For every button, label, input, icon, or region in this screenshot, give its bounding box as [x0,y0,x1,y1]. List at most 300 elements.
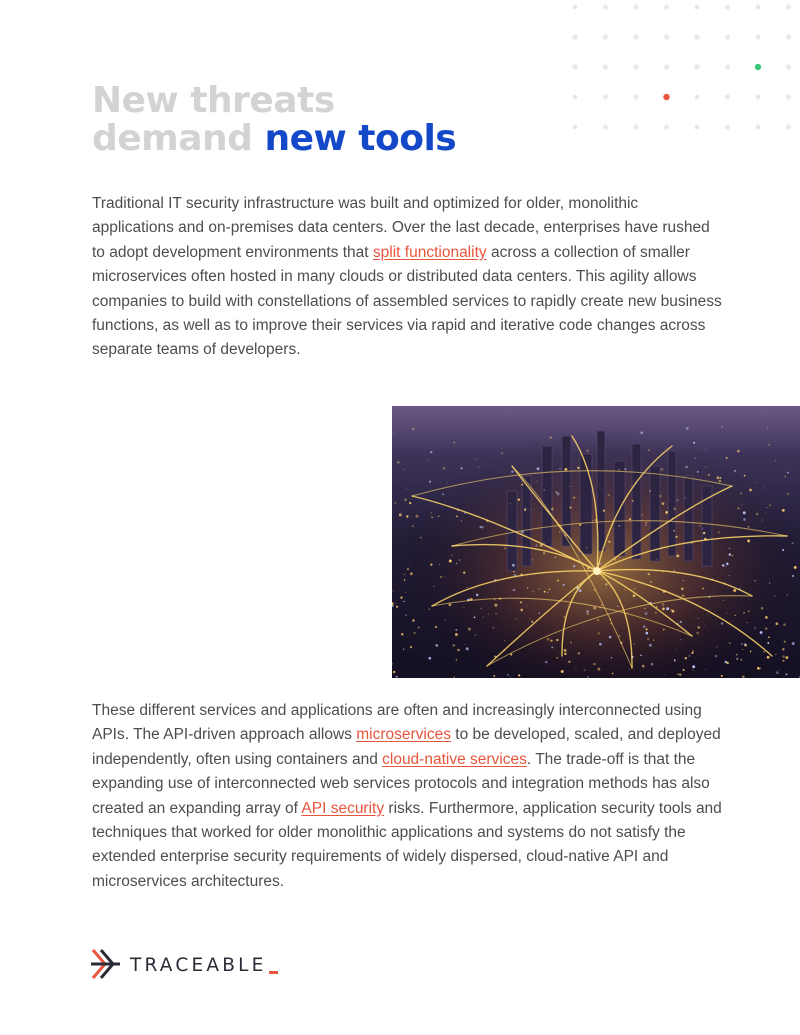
city-light [618,469,619,470]
city-light [765,627,768,630]
city-light [705,625,706,626]
grid-dot [572,124,577,129]
city-light [787,493,789,495]
city-light [574,592,575,593]
city-light [609,636,612,639]
city-light [698,618,699,619]
city-light [587,613,589,615]
city-light [671,609,672,610]
city-light [641,655,642,656]
city-light [403,649,404,650]
city-light [557,579,559,581]
city-light [584,669,586,671]
city-light [776,622,779,625]
city-light [586,547,588,549]
city-light [478,467,479,468]
city-light [445,619,446,620]
city-light [396,676,398,678]
city-light [459,559,461,561]
city-light [666,607,669,610]
city-light [725,661,728,664]
city-light [448,603,451,606]
city-light [428,657,431,660]
city-light [759,667,761,669]
city-light [645,632,648,635]
city-light [597,619,599,621]
city-light [676,554,679,557]
grid-dot [663,94,669,100]
city-light [555,491,557,493]
city-light [593,607,596,610]
city-light [721,675,723,677]
city-light [406,515,408,517]
grid-dot [786,4,791,9]
city-light [430,563,432,565]
city-light [556,657,558,659]
city-light [409,502,411,504]
city-light [691,652,693,654]
city-light [597,632,599,634]
city-light [405,592,406,593]
logo-wordmark: TRACEABLE [130,954,267,976]
city-light [412,619,415,622]
city-light [754,627,756,629]
tower [542,446,552,546]
city-light [501,452,503,454]
city-light [768,636,770,638]
tower [668,451,676,556]
city-light [543,552,546,555]
city-light [705,669,706,670]
city-light [549,579,550,580]
city-light [412,427,415,430]
city-light [404,469,405,470]
microservices-link[interactable]: microservices [356,726,451,744]
grid-dot [786,34,791,39]
city-light [688,544,689,545]
city-light [551,647,553,649]
city-light [539,613,540,614]
city-light [573,497,575,499]
city-light [393,671,395,673]
city-light [579,524,581,526]
city-light [456,516,458,518]
city-light [588,515,589,516]
city-light [586,610,589,613]
intro-paragraph [92,192,722,363]
city-light [655,612,657,614]
city-light [493,675,495,677]
city-light [767,642,769,644]
city-light [564,649,567,652]
city-light [488,614,489,615]
grid-dot [694,124,699,129]
city-light [428,460,429,461]
city-light [761,607,763,609]
city-light [774,596,775,597]
city-light [443,467,445,469]
city-light [521,484,523,486]
city-light [544,489,545,490]
city-light [762,520,763,521]
city-light [466,647,469,650]
city-light [767,428,769,430]
grid-dot [633,4,638,9]
city-light [597,668,600,671]
city-light [672,610,675,613]
grid-dot [633,64,638,69]
city-light [686,427,688,429]
city-light [605,584,606,585]
city-light [431,512,433,514]
city-light [736,658,738,660]
city-light [634,588,636,590]
city-light [629,669,630,670]
api-text-d: risks. Furthermore, application security tools and techniques that worked for older monolithic applications and systems do not satisfy the extended enterprise security requirements of widely dispersed, cloud-native API and microservices architectures. [92,799,722,890]
grid-dot [755,64,761,70]
city-light [564,653,566,655]
city-light [715,655,718,658]
city-light [455,629,457,631]
city-light [642,514,643,515]
city-light [433,586,434,587]
city-light [689,655,690,656]
city-light [404,579,406,581]
city-light [743,511,746,514]
city-light [429,481,431,483]
city-light [634,643,635,644]
tower [650,466,660,561]
city-light [747,622,748,623]
city-light [717,476,720,479]
city-light [747,539,750,542]
city-light [531,509,532,510]
city-light [397,461,399,463]
city-light [454,677,455,678]
grid-dot [725,4,730,9]
page-headline [92,82,456,158]
city-light [513,571,515,573]
city-light [510,677,511,678]
city-light [692,650,694,652]
dot-grid-group [572,4,791,129]
city-light [662,502,665,505]
grid-dot [572,4,577,9]
city-light [708,474,710,476]
city-light [737,450,740,453]
city-light [465,644,466,645]
city-light [736,654,738,656]
grid-dot [725,34,730,39]
city-light [782,655,785,658]
city-light [481,526,483,528]
grid-dot [603,34,608,39]
city-light [705,466,706,467]
city-light [648,449,649,450]
city-light [538,588,540,590]
city-light [550,437,552,439]
city-light [673,508,676,511]
city-light [474,617,476,619]
decorative-dot-grid [560,0,800,140]
grid-dot [664,34,669,39]
city-light [512,564,515,567]
city-light [483,616,484,617]
city-light [703,532,705,534]
network-hub [593,567,601,575]
city-light [564,616,566,618]
grid-dot [664,64,669,69]
api-security-link[interactable]: API security [301,799,385,817]
logo-underscore-mark [269,971,278,974]
grid-dot [664,124,669,129]
city-light [726,457,728,459]
city-light [649,490,651,492]
grid-dot [603,124,608,129]
city-light [559,532,560,533]
city-light [644,608,645,609]
city-light [452,644,455,647]
city-light [442,493,444,495]
city-network-illustration [392,406,800,678]
city-light [410,646,412,648]
city-light [537,467,540,470]
city-light [625,469,627,471]
city-light [674,660,676,662]
cloud-native-services-link[interactable]: cloud-native services [382,750,527,768]
city-light [742,675,744,677]
city-light [732,621,733,622]
city-light [748,526,750,528]
city-light [564,468,567,471]
api-paragraph [92,699,722,894]
city-light [792,642,795,645]
city-light [535,544,537,546]
city-light [608,494,610,496]
city-light [568,661,570,663]
city-light [729,642,731,644]
city-light [782,549,784,551]
city-light [684,497,685,498]
city-light [722,564,725,567]
grid-dot [633,124,638,129]
city-light [744,643,746,645]
city-light [504,547,506,549]
city-light [768,444,770,446]
city-light [740,493,742,495]
city-light [643,625,646,628]
intro-text-a: Traditional IT security infrastructure was built and optimized for older, monolithic applications and on-premises data centers. Over the last decade, enterprises have rushed to adopt development environments that [92,195,710,261]
headline-line-2-accent: new tools [264,118,457,159]
city-light [707,614,708,615]
city-light [754,580,755,581]
city-light [617,606,619,608]
city-light [451,555,452,556]
city-light [729,553,731,555]
city-light [764,487,765,488]
city-light [698,626,700,628]
city-light [420,537,422,539]
city-light [696,632,699,635]
city-light [792,575,794,577]
city-light [765,616,768,619]
city-light [532,590,534,592]
grid-dot [694,4,699,9]
grid-dot [633,34,638,39]
city-light [734,614,736,616]
city-light [532,559,533,560]
city-light [664,674,665,675]
city-light [517,556,518,557]
city-light [544,591,546,593]
city-light [769,582,770,583]
city-light [639,559,640,560]
city-light [504,617,505,618]
city-light [475,635,476,636]
grid-dot [603,94,608,99]
tower [580,454,592,554]
city-light [629,518,631,520]
city-light [679,673,681,675]
city-light [463,607,464,608]
city-light [407,568,409,570]
city-light [418,627,420,629]
split-functionality-link[interactable]: split functionality [372,243,487,261]
grid-dot [755,94,760,99]
city-light [549,588,551,590]
city-light [545,661,547,663]
city-light [449,560,452,563]
city-light [649,644,652,647]
city-light [574,630,575,631]
city-light [476,594,479,597]
city-light [601,578,602,579]
city-light [520,609,523,612]
city-light [413,632,415,634]
city-light [438,516,439,517]
city-light [742,649,743,650]
city-light [787,594,788,595]
city-light [531,621,533,623]
grid-dot [755,124,760,129]
city-light [400,597,402,599]
city-light [578,652,580,654]
grid-dot [786,94,791,99]
city-light [699,525,700,526]
headline-line-1: New threats [92,80,335,121]
city-light [559,468,561,470]
city-light [642,665,645,668]
city-light [436,644,438,646]
city-light [396,606,398,608]
city-light [769,504,771,506]
city-light [721,622,723,624]
city-light [456,659,457,660]
city-light [685,466,688,469]
city-light [665,511,668,514]
city-light [680,621,682,623]
city-light [444,576,445,577]
city-light [401,633,403,635]
city-light [733,589,736,592]
grid-dot [603,64,608,69]
city-light [741,643,743,645]
city-light [611,657,612,658]
city-light [536,480,537,481]
city-light [612,673,614,675]
grid-dot [572,94,577,99]
city-light [410,572,413,575]
city-light [494,604,497,607]
city-light [529,618,530,619]
city-light [603,510,605,512]
city-light [428,608,430,610]
city-light [407,488,408,489]
city-light [439,564,440,565]
city-light [599,643,602,646]
city-light [455,633,458,636]
grid-dot [725,94,730,99]
city-light [676,649,677,650]
city-light [661,468,664,471]
city-light [732,555,734,557]
city-light [692,665,695,668]
city-light [516,618,517,619]
grid-dot [664,4,669,9]
city-light [719,480,722,483]
city-light [702,528,703,529]
city-light [783,623,786,626]
city-light [727,613,728,614]
city-light [412,525,414,527]
city-light [757,482,758,483]
grid-dot [603,4,608,9]
city-light [763,651,765,653]
city-light [608,541,610,543]
city-light [680,639,681,640]
city-light [782,648,784,650]
city-light [726,562,729,565]
grid-dot [725,64,730,69]
city-light [685,657,687,659]
grid-dot [755,4,760,9]
city-light [632,500,634,502]
city-light [431,517,432,518]
city-light [673,530,675,532]
intro-text-b: across a collection of smaller microservices often hosted in many clouds or distributed data centers. This agility allows companies to build with constellations of assembled services to rapidly create new business functions, as well as to improve their services via rapid and iterative code changes across separate teams of developers. [92,243,722,359]
city-light [480,526,482,528]
city-light [675,536,677,538]
city-light [785,673,787,675]
city-light [561,670,564,673]
city-light [683,669,685,671]
traceable-logo [90,946,278,982]
city-light [593,663,596,666]
city-light [782,509,785,512]
city-light [447,482,448,483]
city-light [393,590,394,591]
grid-dot [786,124,791,129]
city-light [453,441,455,443]
city-light [719,477,721,479]
city-light [645,612,648,615]
city-light [705,449,706,450]
city-light [460,467,462,469]
city-light [619,525,621,527]
city-light [681,587,684,590]
grid-dot [725,124,730,129]
city-light [737,507,739,509]
